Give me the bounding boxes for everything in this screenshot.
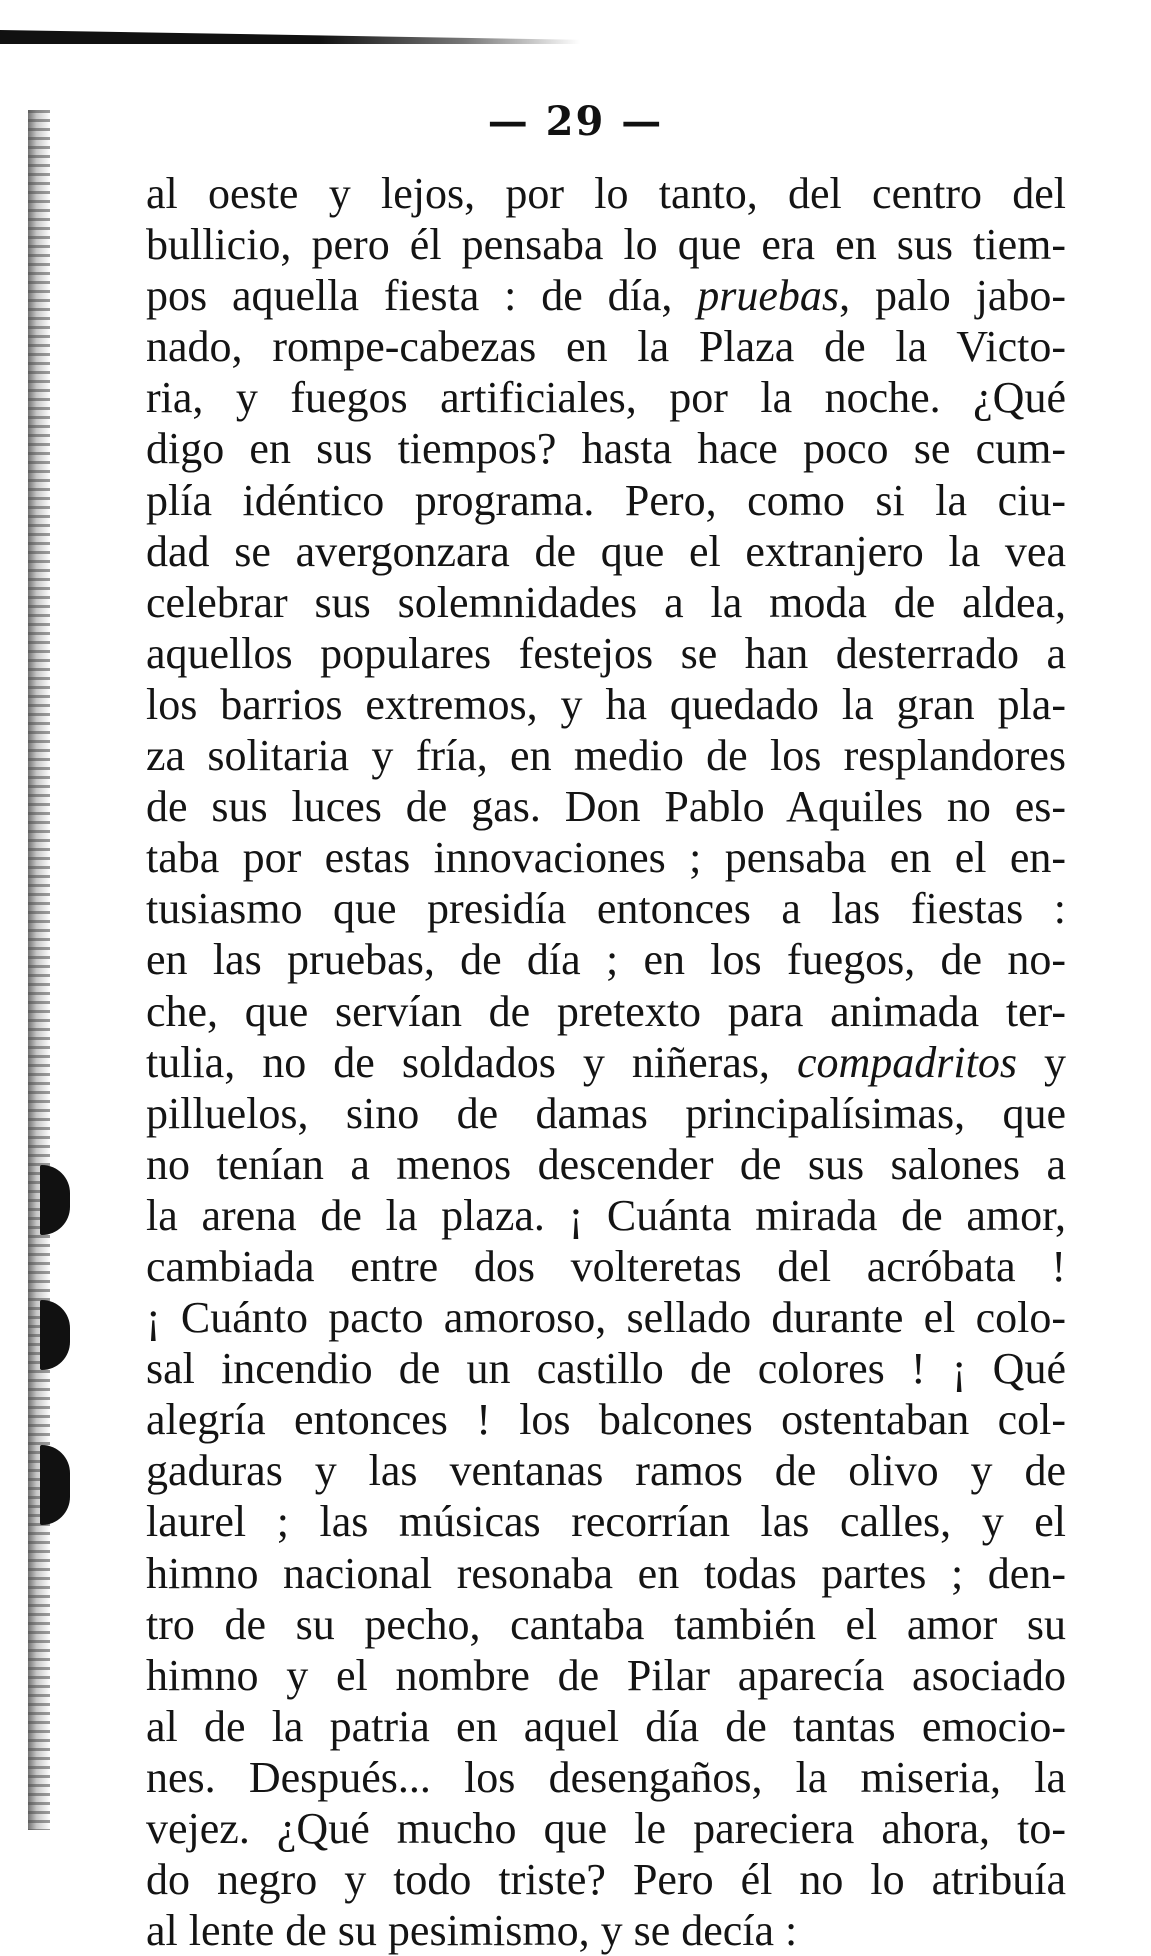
text-line: aquellos populares festejos se han desterrado a bbox=[146, 628, 1066, 678]
text-line: sal incendio de un castillo de colores ! ¡ Qué bbox=[146, 1344, 1066, 1394]
binding-ink-mark bbox=[40, 1165, 70, 1235]
text-line: celebrar sus solemnidades a la moda de aldea, bbox=[146, 577, 1066, 627]
text-line: bullicio, pero él pensaba lo que era en sus tiem- bbox=[146, 220, 1066, 270]
text-fragment: pos aquella fiesta : de día, bbox=[146, 271, 698, 321]
page-binding-edge bbox=[28, 110, 50, 1830]
text-line: pilluelos, sino de damas principalísimas, que bbox=[146, 1088, 1066, 1138]
text-line: no tenían a menos descender de sus salones a bbox=[146, 1139, 1066, 1189]
text-line: tusiasmo que presidía entonces a las fiestas : bbox=[146, 884, 1066, 934]
text-line: tro de su pecho, cantaba también el amor su bbox=[146, 1599, 1066, 1649]
text-line: za solitaria y fría, en medio de los resplandores bbox=[146, 731, 1066, 781]
text-line: nes. Después... los desengaños, la miseria, la bbox=[146, 1752, 1066, 1802]
binding-ink-mark bbox=[40, 1300, 70, 1370]
italic-word: pruebas bbox=[697, 271, 840, 321]
text-line: vejez. ¿Qué mucho que le pareciera ahora, to- bbox=[146, 1804, 1066, 1853]
text-line: de sus luces de gas. Don Pablo Aquiles no es- bbox=[146, 782, 1066, 832]
text-line: himno y el nombre de Pilar aparecía asociado bbox=[146, 1650, 1066, 1700]
text-line: dad se avergonzara de que el extranjero la vea bbox=[146, 526, 1066, 576]
text-line: che, que servían de pretexto para animada ter- bbox=[146, 986, 1066, 1036]
text-line: himno nacional resonaba en todas partes ; den- bbox=[146, 1548, 1066, 1598]
text-line: taba por estas innovaciones ; pensaba en el en- bbox=[146, 833, 1066, 883]
text-line: al lente de su pesimismo, y se decía : bbox=[146, 1906, 798, 1956]
text-line: do negro y todo triste? Pero él no lo atribuía bbox=[146, 1855, 1066, 1905]
italic-word: compadritos bbox=[796, 1037, 1017, 1087]
text-fragment: , palo jabo- bbox=[839, 271, 1066, 321]
text-line: al oeste y lejos, por lo tanto, del centro del bbox=[146, 169, 1066, 218]
binding-ink-mark bbox=[40, 1445, 70, 1525]
text-line: los barrios extremos, y ha quedado la gran pla- bbox=[146, 679, 1066, 729]
text-line: alegría entonces ! los balcones ostentaban col- bbox=[146, 1395, 1066, 1445]
text-line: ¡ Cuánto pacto amoroso, sellado durante el colo- bbox=[146, 1293, 1066, 1343]
text-line: gaduras y las ventanas ramos de olivo y de bbox=[146, 1446, 1066, 1496]
text-line: en las pruebas, de día ; en los fuegos, de no- bbox=[146, 935, 1066, 985]
text-line: ria, y fuegos artificiales, por la noche. ¿Qué bbox=[146, 373, 1066, 423]
text-line: digo en sus tiempos? hasta hace poco se cum- bbox=[146, 424, 1066, 474]
text-line bbox=[146, 1037, 1066, 1088]
text-line: nado, rompe-cabezas en la Plaza de la Victo- bbox=[146, 322, 1066, 372]
text-fragment: tulia, no de soldados y niñeras, bbox=[146, 1037, 797, 1087]
text-line: plía idéntico programa. Pero, como si la ciu- bbox=[146, 475, 1066, 525]
text-line: cambiada entre dos volteretas del acróbata ! bbox=[146, 1241, 1066, 1291]
text-line: la arena de la plaza. ¡ Cuánta mirada de amor, bbox=[146, 1190, 1066, 1240]
page-number: — 29 — bbox=[487, 98, 664, 145]
top-border-rule bbox=[0, 30, 580, 44]
text-line bbox=[146, 270, 1066, 321]
text-fragment: y bbox=[1016, 1037, 1066, 1087]
body-text bbox=[146, 168, 1066, 1956]
text-line: al de la patria en aquel día de tantas emocio- bbox=[146, 1701, 1066, 1751]
text-line: laurel ; las músicas recorrían las calles, y el bbox=[146, 1497, 1066, 1547]
